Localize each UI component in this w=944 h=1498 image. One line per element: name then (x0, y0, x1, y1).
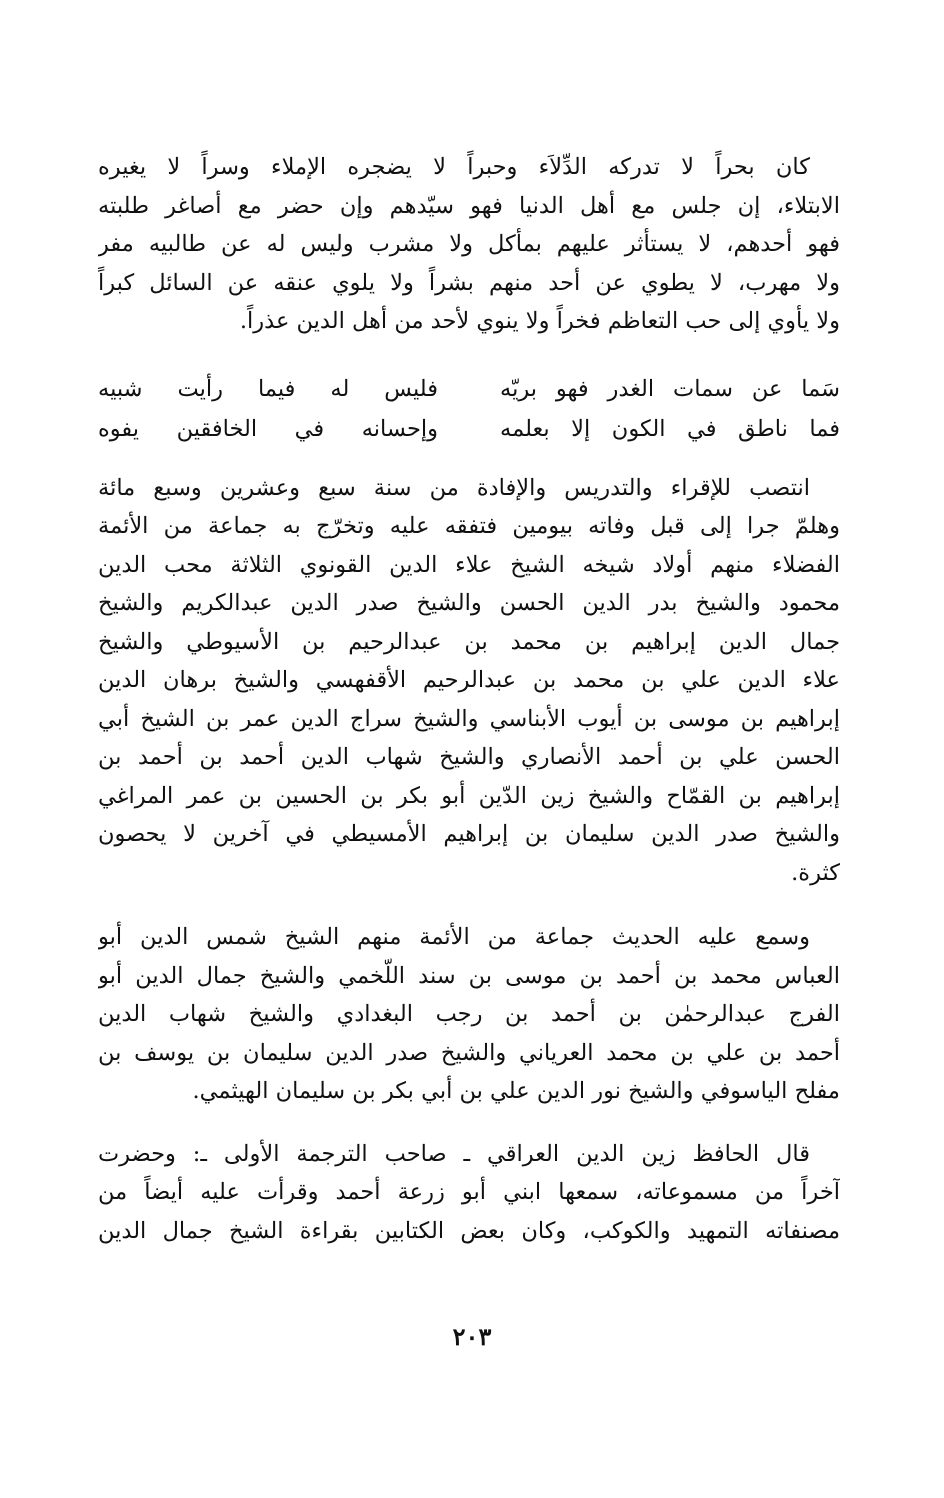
page-number: ٢٠٣ (452, 1322, 492, 1351)
text-line: انتصب للإقراء والتدريس والإفادة من سنة سبع وعشرين وسبع مائة (98, 474, 810, 501)
text-line: إبراهيم بن موسى بن أيوب الأبناسي والشيخ سراج الدين عمر بن الشيخ أبي (98, 705, 840, 732)
text-line: العباس محمد بن أحمد بن موسى بن سند اللّخمي والشيخ جمال الدين أبو (98, 962, 840, 989)
paragraph-teaching (98, 469, 840, 893)
poem-verses (98, 369, 840, 449)
text-line: وسمع عليه الحديث جماعة من الأئمة منهم الشيخ شمس الدين أبو (98, 924, 810, 950)
text-line: كثرة. (791, 859, 840, 886)
paragraph-iraqi-quote (98, 1135, 840, 1251)
text-line: آخراً من مسموعاته، سمعها ابني أبو زرعة أحمد وقرأت عليه أيضاً من (98, 1179, 840, 1205)
text-line: ولا يأوي إلى حب التعاظم فخراً ولا ينوي لأحد من أهل الدين عذراً. (239, 308, 840, 334)
verse-first-hemistich: سَما عن سمات الغدر فهو بريّه (500, 375, 840, 402)
verse-second-hemistich: فليس له فيما رأيت شبيه (98, 375, 438, 402)
paragraph-hadith-students (98, 918, 840, 1111)
text-line: الفرج عبدالرحمٰن بن أحمد بن رجب البغدادي والشيخ شهاب الدين (98, 1001, 840, 1027)
text-line: إبراهيم بن القمّاح والشيخ زين الدّين أبو بكر بن الحسين بن عمر المراغي (98, 782, 840, 809)
text-line: والشيخ صدر الدين سليمان بن إبراهيم الأمسيطي في آخرين لا يحصون (98, 821, 840, 847)
text-line: وهلمّ جرا إلى قبل وفاته بيومين فتفقه عليه وتخرّج به جماعة من الأئمة (98, 513, 840, 539)
text-line: مفلح الياسوفي والشيخ نور الدين علي بن أبي بكر بن سليمان الهيثمي. (192, 1078, 840, 1104)
verse-line (98, 409, 840, 449)
text-line: محمود والشيخ بدر الدين الحسن والشيخ صدر الدين عبدالكريم والشيخ (98, 590, 840, 616)
paragraph-praise (98, 148, 840, 341)
text-line: ولا مهرب، لا يطوي عن أحد منهم بشراً ولا يلوي عنقه عن السائل كبراً (98, 269, 840, 296)
text-line: مصنفاته التمهيد والكوكب، وكان بعض الكتابين بقراءة الشيخ جمال الدين (98, 1217, 840, 1244)
verse-line (98, 369, 840, 409)
text-line: كان بحراً لا تدركه الدِّلاَء وحبراً لا يضجره الإملاء وسراً لا يغيره (98, 154, 810, 180)
verse-second-hemistich: وإحسانه في الخافقين يفوه (98, 415, 438, 442)
text-line: علاء الدين علي بن محمد بن عبدالرحيم الأقفهسي والشيخ برهان الدين (98, 667, 840, 693)
text-line: فهو أحدهم، لا يستأثر عليهم بمأكل ولا مشرب وليس له عن طالبيه مفر (98, 231, 840, 257)
text-line: الفضلاء منهم أولاد شيخه الشيخ علاء الدين القونوي الثلاثة محب الدين (98, 551, 840, 578)
text-line: الابتلاء، إن جلس مع أهل الدنيا فهو سيّدهم وإن حضر مع أصاغر طلبته (98, 192, 840, 219)
text-line: قال الحافظ زين الدين العراقي ـ صاحب الترجمة الأولى ـ: وحضرت (98, 1140, 810, 1167)
book-page (98, 148, 840, 1250)
text-line: الحسن علي بن أحمد الأنصاري والشيخ شهاب الدين أحمد بن أحمد بن (98, 744, 840, 770)
text-line: أحمد بن علي بن محمد العرياني والشيخ صدر الدين سليمان بن يوسف بن (98, 1039, 840, 1066)
verse-first-hemistich: فما ناطق في الكون إلا بعلمه (500, 415, 840, 442)
text-line: جمال الدين إبراهيم بن محمد بن عبدالرحيم بن الأسيوطي والشيخ (98, 628, 840, 655)
